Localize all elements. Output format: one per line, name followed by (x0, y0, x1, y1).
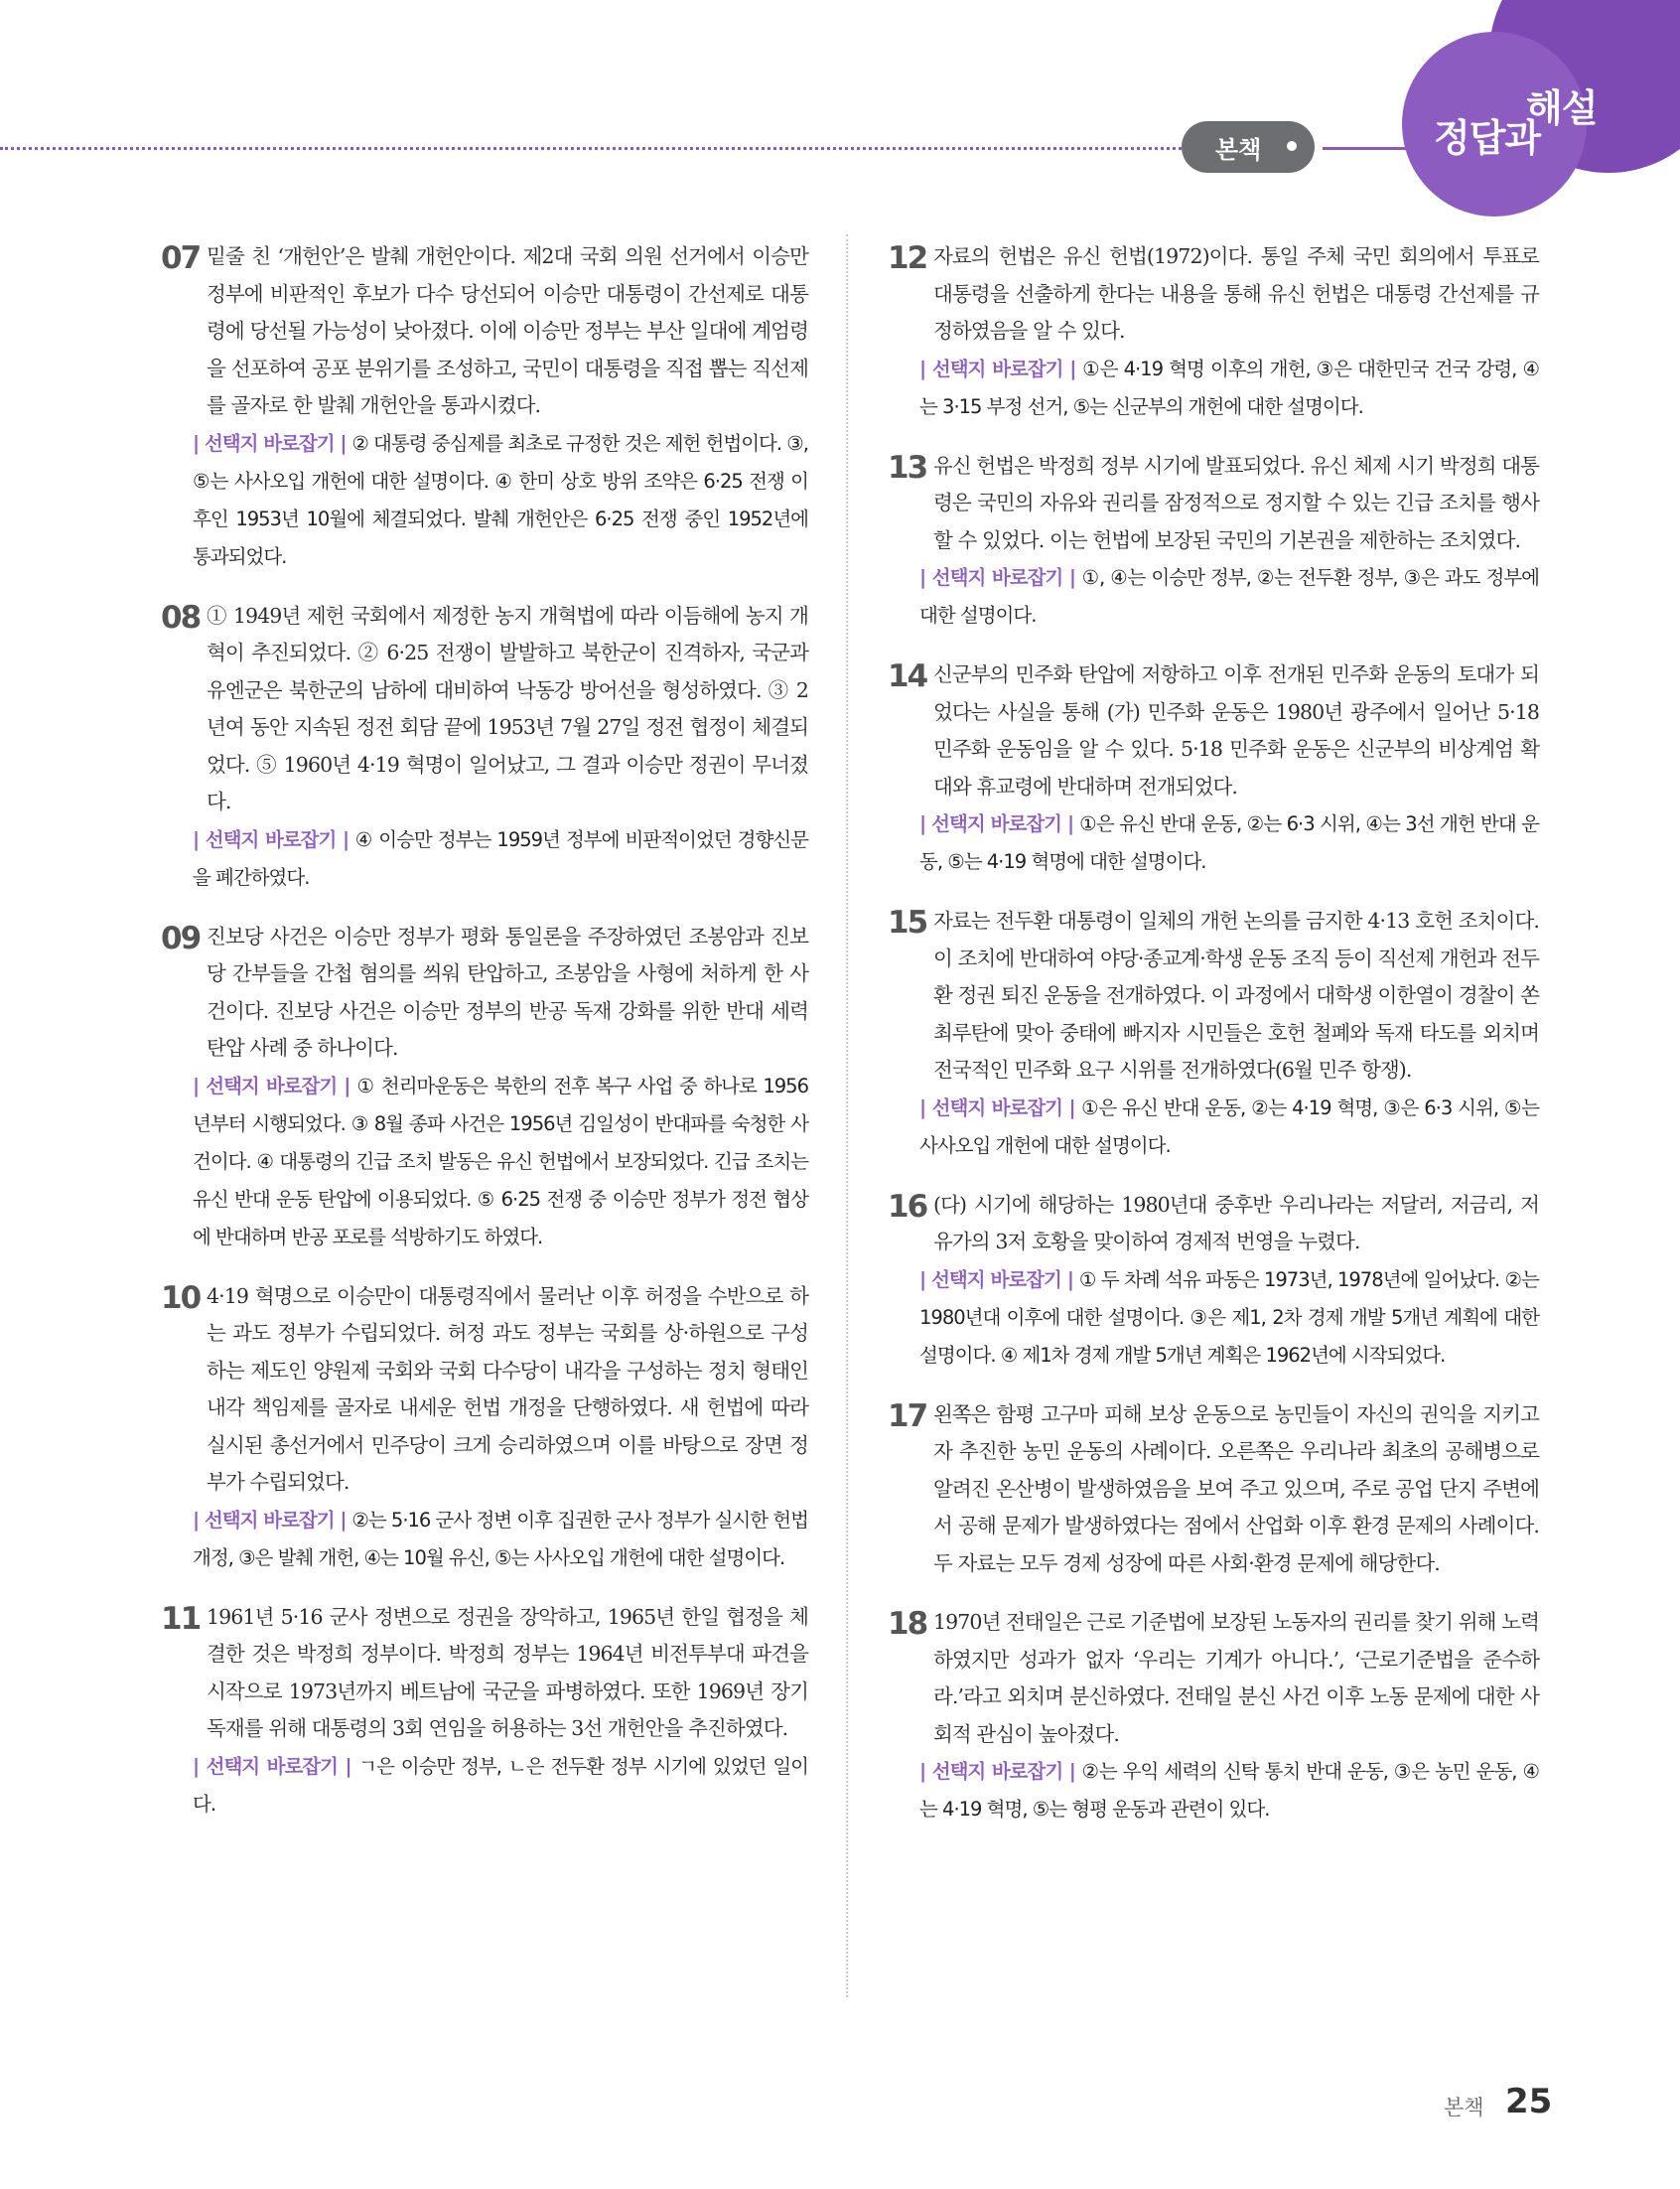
tag-left-bar-icon: | (193, 431, 205, 455)
question-number: 08 (161, 599, 201, 636)
option-correction-tag: 선택지 바로잡기 (204, 1508, 335, 1532)
answer-item-11 (161, 1599, 808, 1824)
tag-right-bar-icon: | (1061, 812, 1080, 835)
tag-left-bar-icon: | (919, 1760, 932, 1783)
answer-item-15 (888, 903, 1539, 1165)
tag-right-bar-icon: | (1062, 566, 1082, 589)
right-column (888, 238, 1539, 1850)
tag-left-bar-icon: | (919, 357, 932, 380)
explanation-text: 유신 헌법은 박정희 정부 시기에 발표되었다. 유신 체제 시기 박정희 대통령은 국민의 자유와 권리를 잠정적으로 정지할 수 있는 긴급 조치를 행사할 수 있었다. 이는 헌법에 보장된 국민의 기본권을 제한하는 조치였다. (933, 453, 1539, 552)
option-correction-tag: 선택지 바로잡기 (931, 1760, 1063, 1783)
answer-item-17 (888, 1396, 1539, 1583)
option-correction-note (919, 351, 1539, 426)
tag-left-bar-icon: | (193, 827, 206, 851)
tag-left-bar-icon: | (193, 1754, 207, 1778)
option-correction-text: ② 대통령 중심제를 최초로 규정한 것은 제헌 헌법이다. ③, ⑤는 사사오입 개헌에 대한 설명이다. ④ 한미 상호 방위 조약은 6·25 전쟁 이후인 1953년 10월에 체결되었다. 발췌 개헌안은 6·25 전쟁 중인 1952년에 통과되었다. (193, 431, 809, 568)
option-correction-tag: 선택지 바로잡기 (206, 1754, 338, 1778)
option-correction-tag: 선택지 바로잡기 (931, 1267, 1061, 1291)
explanation-text: 신군부의 민주화 탄압에 저항하고 이후 전개된 민주화 운동의 토대가 되었다는 사실을 통해 (가) 민주화 운동은 1980년 광주에서 일어난 5·18 민주화 운동임을 알 수 있다. 5·18 민주화 운동은 신군부의 비상계엄 확대와 휴교령에 반대하며 전개되었다. (933, 662, 1539, 799)
tag-left-bar-icon: | (919, 812, 932, 835)
section-label: 본책 (1215, 135, 1262, 164)
option-correction-tag: 선택지 바로잡기 (931, 812, 1062, 835)
tag-left-bar-icon: | (919, 566, 932, 589)
question-number: 16 (888, 1188, 927, 1225)
option-correction-note (193, 1748, 808, 1824)
explanation-text: 진보당 사건은 이승만 정부가 평화 통일론을 주장하였던 조봉암과 진보당 간부들을 간첩 혐의를 씌워 탄압하고, 조봉암을 사형에 처하게 한 사건이다. 진보당 사건은 이승만 정부의 반공 독재 강화를 위한 반대 세력 탄압 사례 중 하나이다. (207, 924, 808, 1060)
tag-left-bar-icon: | (193, 1074, 207, 1097)
tag-right-bar-icon: | (1062, 1095, 1082, 1119)
pill-dot-icon (1287, 141, 1297, 151)
tag-right-bar-icon: | (336, 827, 355, 851)
option-correction-note (919, 1261, 1539, 1375)
footer-label: 본책 (1444, 2096, 1484, 2119)
header-dotted-rule (0, 147, 1241, 150)
option-correction-tag: 선택지 바로잡기 (205, 827, 337, 851)
tag-right-bar-icon: | (1062, 357, 1083, 380)
option-correction-text: ①, ④는 이승만 정부, ②는 전두환 정부, ③은 과도 정부에 대한 설명이다. (919, 566, 1539, 627)
option-correction-tag: 선택지 바로잡기 (931, 357, 1063, 380)
tag-right-bar-icon: | (334, 431, 352, 455)
page-number: 25 (1505, 2082, 1553, 2121)
question-number: 13 (888, 449, 927, 486)
option-correction-note (919, 1090, 1539, 1165)
option-correction-text: ①은 유신 반대 운동, ②는 6·3 시위, ④는 3선 개헌 반대 운동, ⑤는 4·19 혁명에 대한 설명이다. (919, 812, 1539, 873)
header-solid-rule (1323, 147, 1412, 150)
column-divider (846, 234, 848, 1997)
option-correction-text: ①은 4·19 혁명 이후의 개헌, ③은 대한민국 건국 강령, ④는 3·15 부정 선거, ⑤는 신군부의 개헌에 대한 설명이다. (919, 357, 1539, 418)
option-correction-note (919, 805, 1539, 881)
option-correction-note (193, 1068, 808, 1256)
explanation-text: (다) 시기에 해당하는 1980년대 중후반 우리나라는 저달러, 저금리, 저유가의 3저 호황을 맞이하여 경제적 번영을 누렸다. (933, 1192, 1539, 1253)
option-correction-tag: 선택지 바로잡기 (206, 1074, 338, 1097)
tag-right-bar-icon: | (1060, 1267, 1079, 1291)
tag-right-bar-icon: | (1062, 1760, 1082, 1783)
option-correction-note (919, 1753, 1539, 1828)
explanation-text: 밑줄 친 ‘개헌안’은 발췌 개헌안이다. 제2대 국회 의원 선거에서 이승만 정부에 비판적인 후보가 다수 당선되어 이승만 대통령이 간선제로 대통령에 당선될 가능성이 낮아졌다. 이에 이승만 정부는 부산 일대에 계엄령을 선포하여 공포 분위기를 조성하고, 국민이 대통령을 직접 뽑는 직선제를 골자로 한 발췌 개헌안을 통과시켰다. (207, 244, 808, 417)
option-correction-note (193, 821, 808, 897)
option-correction-note (193, 1502, 808, 1577)
question-number: 14 (888, 658, 927, 694)
badge-word-answers: 정답과 (1434, 116, 1541, 160)
explanation-text: 자료의 헌법은 유신 헌법(1972)이다. 통일 주체 국민 회의에서 투표로 대통령을 선출하게 한다는 내용을 통해 유신 헌법은 대통령 간선제를 규정하였음을 알 수 있다. (933, 244, 1539, 343)
question-number: 09 (161, 920, 201, 956)
explanation-text: 4·19 혁명으로 이승만이 대통령직에서 물러난 이후 허정을 수반으로 하는 과도 정부가 수립되었다. 허정 과도 정부는 국회를 상·하원으로 구성하는 제도인 양원제 국회와 국회 다수당이 내각을 구성하는 정치 형태인 내각 책임제를 골자로 내세운 헌법 개정을 단행하였다. 새 헌법에 따라 실시된 총선거에서 민주당이 크게 승리하였으며 이를 바탕으로 장면 정부가 수립되었다. (207, 1283, 808, 1494)
option-correction-text: ④ 이승만 정부는 1959년 정부에 비판적이었던 경향신문을 폐간하였다. (193, 827, 808, 889)
question-number: 18 (888, 1606, 927, 1642)
tag-right-bar-icon: | (337, 1754, 359, 1778)
option-correction-text: ②는 5·16 군사 정변 이후 집권한 군사 정부가 실시한 헌법 개정, ③은 발췌 개헌, ④는 10월 유신, ⑤는 사사오입 개헌에 대한 설명이다. (193, 1508, 808, 1569)
option-correction-text: ① 두 차례 석유 파동은 1973년, 1978년에 일어났다. ②는 1980년대 이후에 대한 설명이다. ③은 제1, 2차 경제 개발 5개년 계획에 대한 설명이다. ④ 제1차 경제 개발 5개년 계획은 1962년에 시작되었다. (919, 1267, 1540, 1367)
explanation-text: ① 1949년 제헌 국회에서 제정한 농지 개혁법에 따라 이듬해에 농지 개혁이 추진되었다. ② 6·25 전쟁이 발발하고 북한군이 진격하자, 국군과 유엔군은 북한군의 남하에 대비하여 낙동강 방어선을 형성하였다. ③ 2년여 동안 지속된 정전 회담 끝에 1953년 7월 27일 정전 협정이 체결되었다. ⑤ 1960년 4·19 혁명이 일어났고, 그 결과 이승만 정권이 무너졌다. (207, 603, 808, 813)
answer-item-16 (888, 1187, 1539, 1375)
option-correction-note (919, 559, 1539, 635)
option-correction-text: ㄱ은 이승만 정부, ㄴ은 전두환 정부 시기에 있었던 일이다. (193, 1754, 808, 1816)
explanation-text: 1970년 전태일은 근로 기준법에 보장된 노동자의 권리를 찾기 위해 노력하였지만 성과가 없자 ‘우리는 기계가 아니다.’, ‘근로기준법을 준수하라.’라고 외치며 분신하였다. 전태일 분신 사건 이후 노동 문제에 대한 사회적 관심이 높아졌다. (933, 1610, 1539, 1746)
left-column (161, 238, 808, 1845)
question-number: 10 (161, 1279, 201, 1316)
explanation-text: 왼쪽은 함평 고구마 피해 보상 운동으로 농민들이 자신의 권익을 지키고자 추진한 농민 운동의 사례이다. 오른쪽은 우리나라 최초의 공해병으로 알려진 온산병이 발생하였음을 보여 주고 있으며, 주로 공업 단지 주변에서 공해 문제가 발생하였다는 점에서 산업화 이후 환경 문제의 사례이다. 두 자료는 모두 경제 성장에 따른 사회·환경 문제에 해당한다. (933, 1401, 1539, 1575)
question-number: 15 (888, 905, 927, 941)
option-correction-note (193, 425, 808, 576)
question-number: 07 (161, 240, 201, 276)
option-correction-text: ① 천리마운동은 북한의 전후 복구 사업 중 하나로 1956년부터 시행되었다. ③ 8월 종파 사건은 1956년 김일성이 반대파를 숙청한 사건이다. ④ 대통령의 긴급 조치 발동은 유신 헌법에서 보장되었다. 긴급 조치는 유신 반대 운동 탄압에 이용되었다. ⑤ 6·25 전쟁 중 이승만 정부가 정전 협상에 반대하며 반공 포로를 석방하기도 하였다. (193, 1074, 808, 1248)
answer-item-12 (888, 238, 1539, 426)
tag-right-bar-icon: | (337, 1074, 357, 1097)
answer-item-09 (161, 919, 808, 1256)
explanation-text: 자료는 전두환 대통령이 일체의 개헌 논의를 금지한 4·13 호헌 조치이다. 이 조치에 반대하여 야당·종교계·학생 운동 조직 등이 직선제 개헌과 전두환 정권 퇴진 운동을 전개하였다. 이 과정에서 대학생 이한열이 경찰이 쏜 최루탄에 맞아 중태에 빠지자 시민들은 호헌 철폐와 독재 타도를 외치며 전국적인 민주화 요구 시위를 전개하였다(6월 민주 항쟁). (933, 909, 1539, 1082)
question-number: 17 (888, 1397, 927, 1434)
badge-word-explanation: 해설 (1526, 86, 1598, 130)
tag-left-bar-icon: | (919, 1267, 932, 1291)
tag-left-bar-icon: | (919, 1095, 932, 1119)
question-number: 11 (161, 1600, 201, 1637)
answer-item-18 (888, 1604, 1539, 1828)
tag-right-bar-icon: | (334, 1508, 352, 1532)
answer-item-14 (888, 657, 1539, 881)
tag-left-bar-icon: | (193, 1508, 205, 1532)
explanation-text: 1961년 5·16 군사 정변으로 정권을 장악하고, 1965년 한일 협정을 체결한 것은 박정희 정부이다. 박정희 정부는 1964년 비전투부대 파견을 시작으로 1973년까지 베트남에 국군을 파병하였다. 또한 1969년 장기 독재를 위해 대통령의 3회 연임을 허용하는 3선 개헌안을 추진하였다. (207, 1604, 808, 1740)
answer-item-07 (161, 238, 808, 576)
option-correction-tag: 선택지 바로잡기 (931, 1095, 1063, 1119)
option-correction-text: ②는 우익 세력의 신탁 통치 반대 운동, ③은 농민 운동, ④는 4·19 혁명, ⑤는 형평 운동과 관련이 있다. (919, 1760, 1539, 1821)
answer-item-13 (888, 448, 1539, 636)
option-correction-tag: 선택지 바로잡기 (204, 431, 335, 455)
section-pill (1182, 121, 1315, 173)
answer-item-10 (161, 1278, 808, 1577)
answer-item-08 (161, 598, 808, 897)
option-correction-tag: 선택지 바로잡기 (931, 566, 1063, 589)
question-number: 12 (888, 240, 927, 276)
option-correction-text: ①은 유신 반대 운동, ②는 4·19 혁명, ③은 6·3 시위, ⑤는 사사오입 개헌에 대한 설명이다. (919, 1095, 1539, 1157)
